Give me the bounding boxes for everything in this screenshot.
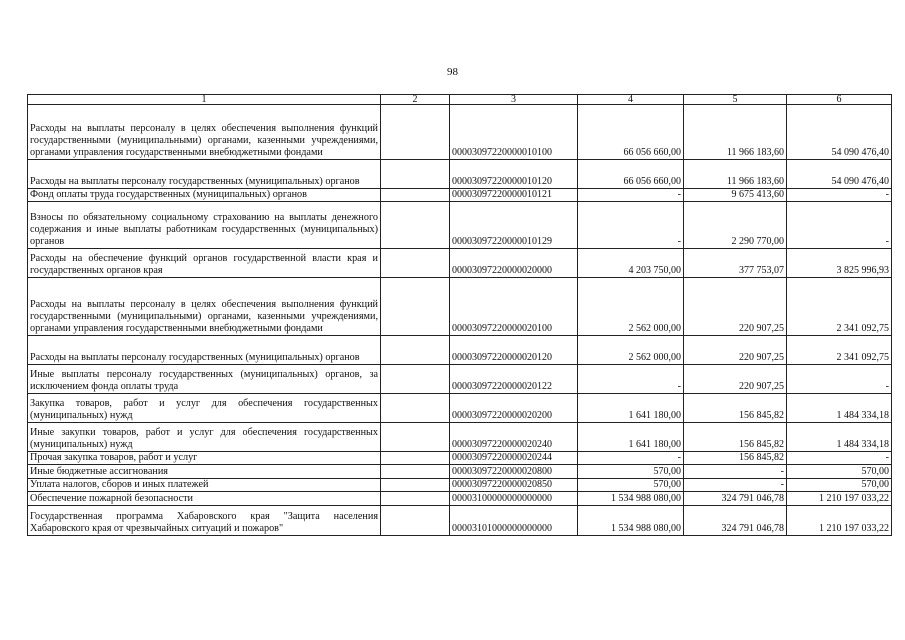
column-header: 5 xyxy=(684,95,787,105)
row-value6-cell: 2 341 092,75 xyxy=(787,336,892,365)
table-body xyxy=(28,105,892,536)
row-name-cell: Иные бюджетные ассигнования xyxy=(28,465,381,479)
row-col2-cell xyxy=(381,423,450,452)
row-value5-cell: 220 907,25 xyxy=(684,336,787,365)
row-name-cell: Обеспечение пожарной безопасности xyxy=(28,492,381,506)
row-col2-cell xyxy=(381,189,450,202)
row-name-cell: Расходы на выплаты персоналу в целях обеспечения выполнения функций государственными (муниципальными) органами, казенными учреждениями, органами управления государственными внебюджетными фондами xyxy=(28,278,381,336)
table-row xyxy=(28,189,892,202)
table-row xyxy=(28,423,892,452)
row-col2-cell xyxy=(381,394,450,423)
page-number: 98 xyxy=(447,66,458,78)
row-code-cell: 00003097220000020244 xyxy=(450,452,578,465)
column-number-row xyxy=(28,95,892,105)
row-value6-cell: 2 341 092,75 xyxy=(787,278,892,336)
row-code-cell: 00003097220000020800 xyxy=(450,465,578,479)
row-col2-cell xyxy=(381,492,450,506)
row-col2-cell xyxy=(381,479,450,492)
row-value4-cell: 1 641 180,00 xyxy=(578,394,684,423)
row-name-cell: Государственная программа Хабаровского края "Защита населения Хабаровского края от чрезвычайных ситуаций и пожаров" xyxy=(28,506,381,536)
row-col2-cell xyxy=(381,365,450,394)
row-code-cell: 00003097220000010129 xyxy=(450,202,578,249)
row-code-cell: 00003097220000020100 xyxy=(450,278,578,336)
row-value5-cell: 324 791 046,78 xyxy=(684,492,787,506)
column-header: 6 xyxy=(787,95,892,105)
column-header: 2 xyxy=(381,95,450,105)
row-col2-cell xyxy=(381,202,450,249)
row-code-cell: 00003097220000010100 xyxy=(450,105,578,160)
row-value4-cell: 1 534 988 080,00 xyxy=(578,492,684,506)
table-row xyxy=(28,479,892,492)
row-name-cell: Закупка товаров, работ и услуг для обеспечения государственных (муниципальных) нужд xyxy=(28,394,381,423)
row-col2-cell xyxy=(381,506,450,536)
row-value5-cell: 11 966 183,60 xyxy=(684,105,787,160)
table-row xyxy=(28,492,892,506)
row-col2-cell xyxy=(381,160,450,189)
row-value6-cell: - xyxy=(787,365,892,394)
row-col2-cell xyxy=(381,465,450,479)
row-name-cell: Расходы на обеспечение функций органов государственной власти края и государственных органов края xyxy=(28,249,381,278)
table-row xyxy=(28,452,892,465)
row-value4-cell: 570,00 xyxy=(578,465,684,479)
table-row xyxy=(28,394,892,423)
row-value5-cell: 156 845,82 xyxy=(684,452,787,465)
row-name-cell: Расходы на выплаты персоналу в целях обеспечения выполнения функций государственными (муниципальными) органами, казенными учреждениями, органами управления государственными внебюджетными фондами xyxy=(28,105,381,160)
row-code-cell: 00003097220000020122 xyxy=(450,365,578,394)
table-row xyxy=(28,202,892,249)
row-col2-cell xyxy=(381,105,450,160)
row-value5-cell: 2 290 770,00 xyxy=(684,202,787,249)
row-value5-cell: 324 791 046,78 xyxy=(684,506,787,536)
row-value6-cell: - xyxy=(787,189,892,202)
row-col2-cell xyxy=(381,336,450,365)
row-value4-cell: - xyxy=(578,452,684,465)
row-code-cell: 00003097220000020120 xyxy=(450,336,578,365)
row-value4-cell: 4 203 750,00 xyxy=(578,249,684,278)
row-code-cell: 00003097220000020200 xyxy=(450,394,578,423)
row-value6-cell: 1 484 334,18 xyxy=(787,423,892,452)
row-name-cell: Фонд оплаты труда государственных (муниципальных) органов xyxy=(28,189,381,202)
column-header: 3 xyxy=(450,95,578,105)
row-code-cell: 00003097220000020240 xyxy=(450,423,578,452)
table-row xyxy=(28,336,892,365)
row-name-cell: Расходы на выплаты персоналу государственных (муниципальных) органов xyxy=(28,160,381,189)
row-value4-cell: - xyxy=(578,189,684,202)
row-col2-cell xyxy=(381,278,450,336)
table-row xyxy=(28,160,892,189)
row-col2-cell xyxy=(381,452,450,465)
row-name-cell: Уплата налогов, сборов и иных платежей xyxy=(28,479,381,492)
row-name-cell: Прочая закупка товаров, работ и услуг xyxy=(28,452,381,465)
row-name-cell: Иные закупки товаров, работ и услуг для обеспечения государственных (муниципальных) нужд xyxy=(28,423,381,452)
row-value6-cell: - xyxy=(787,202,892,249)
row-value5-cell: 11 966 183,60 xyxy=(684,160,787,189)
table-row xyxy=(28,278,892,336)
row-value6-cell: - xyxy=(787,452,892,465)
row-value5-cell: - xyxy=(684,479,787,492)
row-value4-cell: - xyxy=(578,202,684,249)
row-value5-cell: 377 753,07 xyxy=(684,249,787,278)
row-value6-cell: 1 484 334,18 xyxy=(787,394,892,423)
row-value4-cell: 66 056 660,00 xyxy=(578,160,684,189)
row-value6-cell: 570,00 xyxy=(787,465,892,479)
row-name-cell: Взносы по обязательному социальному страхованию на выплаты денежного содержания и иные выплаты работникам государственных (муниципальных) органов xyxy=(28,202,381,249)
row-value4-cell: 1 641 180,00 xyxy=(578,423,684,452)
table-row xyxy=(28,465,892,479)
row-code-cell: 00003097220000020000 xyxy=(450,249,578,278)
row-code-cell: 00003097220000020850 xyxy=(450,479,578,492)
row-value4-cell: 66 056 660,00 xyxy=(578,105,684,160)
row-value5-cell: 156 845,82 xyxy=(684,423,787,452)
row-value5-cell: 9 675 413,60 xyxy=(684,189,787,202)
row-value4-cell: 2 562 000,00 xyxy=(578,278,684,336)
row-code-cell: 00003101000000000000 xyxy=(450,506,578,536)
row-name-cell: Иные выплаты персоналу государственных (муниципальных) органов, за исключением фонда оплаты труда xyxy=(28,365,381,394)
column-header: 4 xyxy=(578,95,684,105)
row-value4-cell: 570,00 xyxy=(578,479,684,492)
row-value6-cell: 54 090 476,40 xyxy=(787,105,892,160)
table-row xyxy=(28,249,892,278)
row-name-cell: Расходы на выплаты персоналу государственных (муниципальных) органов xyxy=(28,336,381,365)
row-value6-cell: 1 210 197 033,22 xyxy=(787,492,892,506)
row-col2-cell xyxy=(381,249,450,278)
table-row xyxy=(28,365,892,394)
row-value6-cell: 570,00 xyxy=(787,479,892,492)
table-row xyxy=(28,105,892,160)
row-value6-cell: 1 210 197 033,22 xyxy=(787,506,892,536)
row-value5-cell: - xyxy=(684,465,787,479)
row-code-cell: 00003100000000000000 xyxy=(450,492,578,506)
row-value5-cell: 156 845,82 xyxy=(684,394,787,423)
budget-table xyxy=(27,94,892,536)
row-value6-cell: 3 825 996,93 xyxy=(787,249,892,278)
row-value4-cell: - xyxy=(578,365,684,394)
row-value4-cell: 1 534 988 080,00 xyxy=(578,506,684,536)
row-value4-cell: 2 562 000,00 xyxy=(578,336,684,365)
row-code-cell: 00003097220000010120 xyxy=(450,160,578,189)
row-value5-cell: 220 907,25 xyxy=(684,278,787,336)
row-value5-cell: 220 907,25 xyxy=(684,365,787,394)
column-header: 1 xyxy=(28,95,381,105)
table-row xyxy=(28,506,892,536)
row-code-cell: 00003097220000010121 xyxy=(450,189,578,202)
row-value6-cell: 54 090 476,40 xyxy=(787,160,892,189)
